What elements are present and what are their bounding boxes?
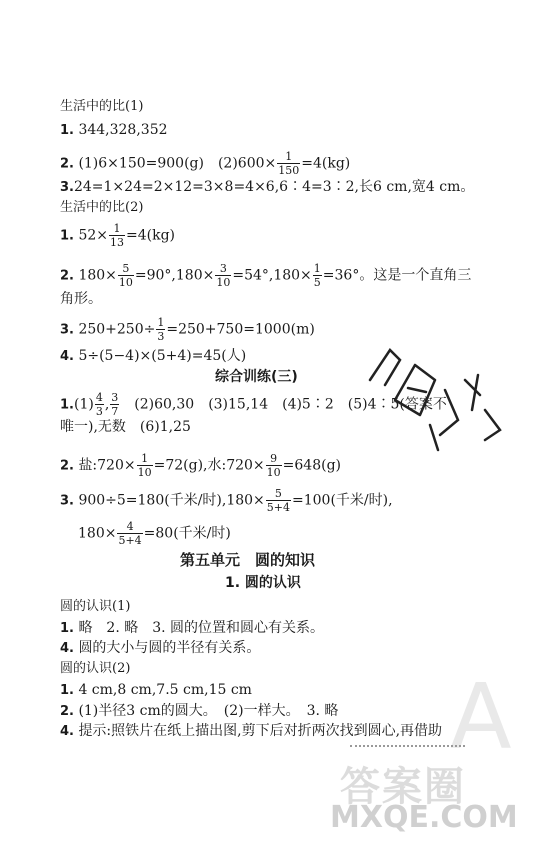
answer-text: 52× [78,227,108,244]
item-number: 1. [60,621,74,636]
answer-line [60,347,246,366]
answer-text: =72(g),水:720× [153,457,265,474]
section-title-ratio-1: 生活中的比(1) [60,99,144,114]
fraction: $\frac{3}{7}$ [111,391,119,418]
answer-text: 提示:照铁片在纸上描出图,剪下后对折两次找到圆心,再借助 [78,723,443,739]
answer-line [60,178,474,197]
fraction: $\frac{1}{10}$ [137,452,152,479]
answer-text: (2)60,30 (3)15,14 (4)5∶2 (5)4∶5(答案不 [120,396,447,413]
answer-line [60,722,442,741]
unit-title: 第五单元 圆的知识 [180,551,316,569]
answer-line [60,619,324,638]
answer-line: 唯一),无数 (6)1,25 [60,419,191,435]
item-number: 1. [60,123,74,138]
item-number: 3. [60,180,74,195]
fraction: $\frac{5}{10}$ [118,262,133,289]
item-number: 2. [60,458,74,474]
answer-line [78,520,231,547]
answer-text: 圆的大小与圆的半径有关系。 [78,640,261,656]
answer-text: =4(kg) [301,155,351,172]
fraction: $\frac{4}{5+4}$ [118,520,142,547]
answer-line [60,702,338,721]
fraction: $\frac{9}{10}$ [266,452,281,479]
answer-text: =54°,180× [232,267,312,284]
answer-text: =90°,180× [134,267,215,284]
answer-text: =36°。这是一个直角三 [322,267,472,284]
answer-line [60,121,168,140]
answer-text: 250+250÷ [78,321,156,338]
stamp-icon [360,340,510,460]
answer-text: 180× [78,525,117,542]
answer-line [60,150,350,177]
answer-text: 4 cm,8 cm,7.5 cm,15 cm [78,682,252,698]
answer-text: 180× [78,267,117,284]
item-number: 3. [60,322,74,338]
section-title-circle-1: 圆的认识(1) [60,599,131,614]
answer-line [60,262,471,289]
section-title-review-3: 综合训练(三) [215,369,298,385]
watermark-url: MXQE.COM [330,800,518,835]
answer-text: 24=1×24=2×12=3×8=4×6,6∶4=3∶2,长6 cm,宽4 cm。 [73,179,475,195]
answer-text: =4(kg) [125,227,175,244]
fraction: $\frac{1}{3}$ [157,316,165,343]
answer-line [60,316,315,343]
item-number: 4. [60,349,74,364]
answer-line [60,639,260,658]
answer-text: =80(千米/时) [143,525,231,542]
answer-text: =648(g) [282,457,342,474]
section-title-circle-2: 圆的认识(2) [60,661,131,676]
item-number: 2. [60,704,74,719]
fraction: $\frac{4}{3}$ [95,391,103,418]
answer-line [60,452,341,479]
answer-text: =100(千米/时), [292,492,393,509]
answer-text: (1)6×150=900(g) (2)600× [78,155,277,172]
answer-text: =250+750=1000(m) [166,321,315,338]
answer-line: 角形。 [60,291,102,307]
answer-text: (1)半径3 cm的圆大。 (2)一样大。 3. 略 [78,703,339,719]
fraction: $\frac{3}{10}$ [216,262,231,289]
answer-text: (1) [73,396,94,413]
answer-line [60,222,175,249]
section-title-ratio-2: 生活中的比(2) [60,200,144,215]
item-number: 1. [60,683,74,698]
answer-text: 344,328,352 [78,122,168,138]
item-number: 1. [60,228,74,244]
answer-text: 900÷5=180(千米/时),180× [78,492,265,509]
answer-text: 盐:720× [78,457,136,474]
item-number: 1. [60,397,74,413]
fraction: $\frac{1}{13}$ [109,222,124,249]
item-number: 4. [60,641,74,656]
unit-subtitle: 1. 圆的认识 [225,575,301,591]
fraction: $\frac{5}{5+4}$ [266,487,291,514]
watermark-letter: A [450,665,512,770]
fraction: $\frac{1}{150}$ [278,150,300,177]
answer-line [60,681,252,700]
answer-text: 5÷(5−4)×(5+4)=45(人) [78,348,247,364]
stamp-mark [360,340,510,460]
answer-text: , [104,396,110,413]
answer-text: 略 2. 略 3. 圆的位置和圆心有关系。 [78,620,325,636]
item-number: 3. [60,493,74,509]
item-number: 4. [60,724,74,739]
answer-line [60,487,393,514]
watermark-brand: 答案圈 [340,764,466,810]
fraction: $\frac{1}{5}$ [313,262,321,289]
item-number: 2. [60,268,74,284]
item-number: 2. [60,156,74,172]
